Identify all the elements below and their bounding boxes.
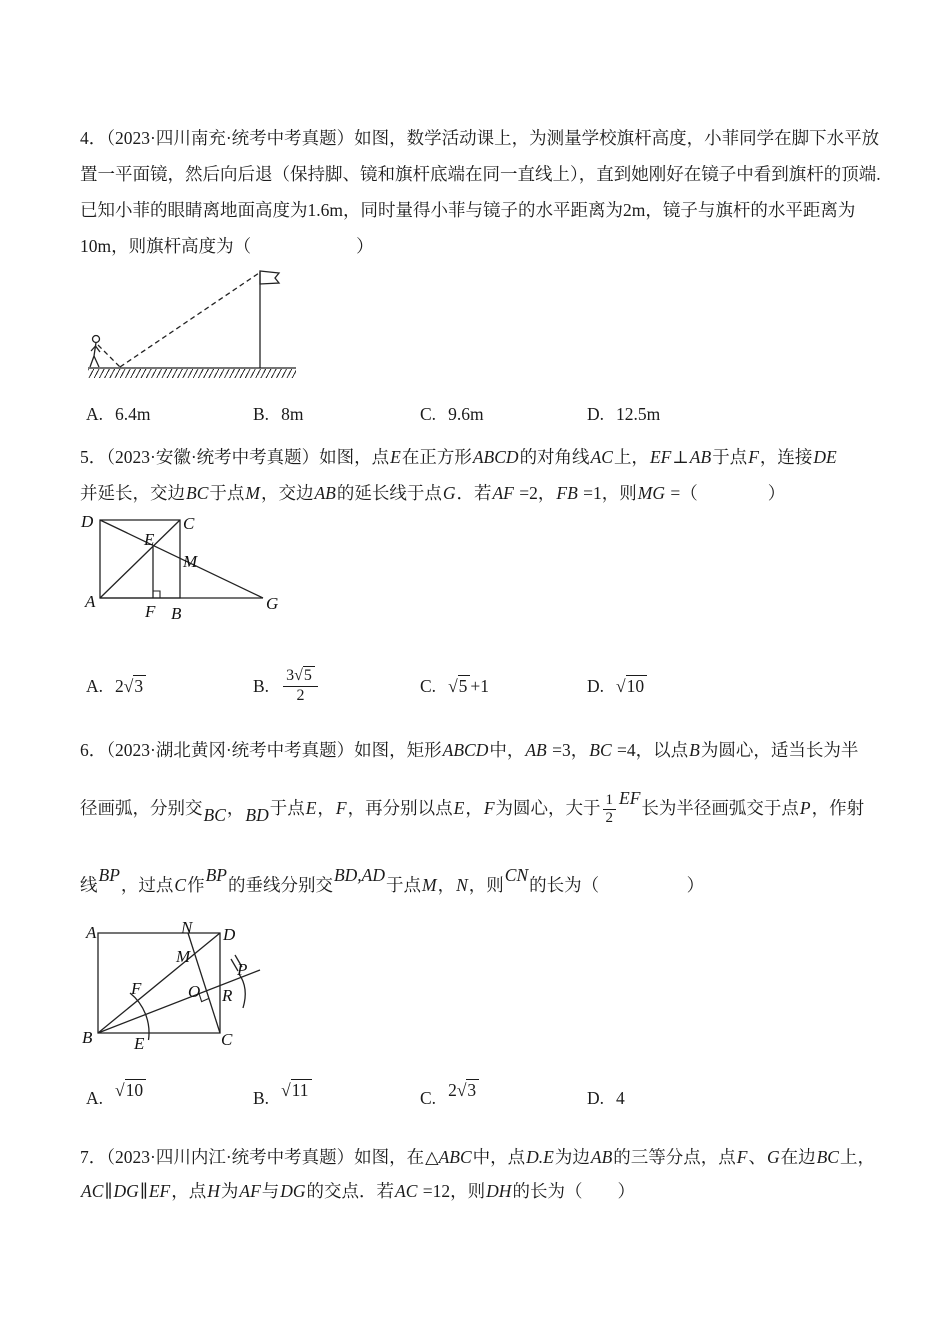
q6-option-b [253, 1076, 312, 1120]
q5-options [80, 656, 895, 716]
option-label: B. [253, 403, 270, 424]
q5-text-line-2: 并延长，交边BC于点M，交边AB的延长线于点G．若AF =2，FB =1，则MG =（ ） [80, 483, 786, 503]
ground-hatching [88, 369, 296, 378]
figure-point-label-F: F [131, 979, 142, 998]
stick-person [90, 336, 100, 368]
figure-point-label-M: M [183, 552, 198, 571]
option-label: B. [253, 1087, 270, 1108]
figure-point-label-D: D [81, 512, 94, 531]
figure-point-label-N: N [181, 918, 193, 937]
q4-figure-drawing [86, 264, 301, 382]
figure-point-label-D: D [223, 925, 236, 944]
q5-figure-square [82, 514, 292, 629]
q4-figure-mirror-flagpole [86, 264, 301, 382]
sight-lines [98, 273, 259, 367]
q5-option-c [420, 656, 489, 716]
q4-text-line-3: 已知小菲的眼睛离地面高度为1.6m，同时量得小菲与镜子的水平距离为2m，镜子与旗杆的水平距离为 [80, 200, 856, 220]
q4-options [80, 396, 895, 432]
option-value: 4 [616, 1087, 625, 1108]
figure-point-label-A: A [85, 592, 96, 611]
figure-point-label-R: R [222, 986, 233, 1005]
figure-point-label-G: G [266, 594, 279, 613]
q7-text-line-1: 7．（2023·四川内江·统考中考真题）如图，在△ABC中，点D.E为边AB的三等分点，点F、G在边BC上， [80, 1147, 875, 1167]
diagonal-AC [100, 520, 180, 598]
q5-option-d [587, 656, 647, 716]
q5-option-b [253, 656, 320, 716]
option-value: 12.5m [616, 403, 661, 424]
figure-point-label-O: O [188, 982, 201, 1001]
line-DG [100, 520, 263, 598]
figure-point-label-C: C [183, 514, 195, 533]
q4-text-line-2: 置一平面镜，然后向后退（保持脚、镜和旗杆底端在同一直线上），直到她刚好在镜子中看到旗杆的顶端. [80, 164, 881, 184]
figure-point-label-F: F [145, 602, 156, 621]
option-value: √10 [115, 1080, 146, 1101]
q6-text-line-1: 6．（2023·湖北黄冈·统考中考真题）如图，矩形ABCD中，AB =3，BC =4，以点B为圆心，适当长为半 [80, 740, 859, 760]
q4-text-line-1: 4．（2023·四川南充·统考中考真题）如图，数学活动课上，为测量学校旗杆高度，小菲同学在脚下水平放 [80, 128, 880, 148]
option-value: √11 [281, 1080, 311, 1101]
q4-option-d [587, 396, 660, 432]
q5-option-a [86, 656, 146, 716]
option-label: C. [420, 403, 437, 424]
figure-point-label-B: B [171, 604, 182, 623]
figure-point-label-E: E [144, 530, 155, 549]
q6-options [80, 1076, 895, 1120]
right-angle-mark-F [153, 591, 160, 598]
q5-text-line-1: 5．（2023·安徽·统考中考真题）如图，点E在正方形ABCD的对角线AC上，EF⊥AB于点F，连接DE [80, 447, 837, 467]
q4-option-c [420, 396, 484, 432]
q6-text-line-3: 线BP，过点C作BP的垂线分别交BD,AD于点M，N，则CN的长为（ ） [80, 865, 705, 895]
q6-figure-drawing [85, 920, 285, 1060]
figure-point-label-C: C [221, 1030, 233, 1049]
option-value: 2√3 [115, 676, 146, 697]
ray-BP [98, 970, 260, 1033]
option-value: 8m [281, 403, 304, 424]
option-value: 6.4m [115, 403, 151, 424]
figure-point-label-P: P [237, 960, 248, 979]
option-label: C. [420, 675, 437, 696]
option-label: C. [420, 1087, 437, 1108]
option-value: √10 [616, 676, 647, 697]
option-value: $\frac{3√5}{2}$ [281, 667, 320, 705]
option-value: √5 +1 [448, 675, 490, 696]
q6-option-c [420, 1076, 479, 1120]
option-label: A. [86, 1087, 104, 1108]
figure-point-label-E: E [134, 1034, 145, 1053]
q6-option-a [86, 1076, 146, 1120]
figure-point-label-A: A [86, 923, 97, 942]
q6-option-d [587, 1076, 625, 1120]
q6-figure-rectangle-construction [82, 918, 285, 1060]
option-label: D. [587, 403, 605, 424]
option-label: D. [587, 1087, 605, 1108]
figure-point-label-B: B [82, 1028, 93, 1047]
diagonal-BD [98, 933, 220, 1033]
figure-point-label-M: M [176, 947, 191, 966]
option-label: A. [86, 403, 104, 424]
option-label: A. [86, 675, 104, 696]
option-label: B. [253, 675, 270, 696]
q6-text-line-2: 径画弧，分别交BC，BD于点E，F，再分别以点E，F为圆心，大于 $\frac{1}{2}$ EF长为半径画弧交于点P，作射 [80, 788, 865, 827]
q7-text-line-2: AC∥DG∥EF，点H为AF与DG的交点．若AC =12，则DH的长为（ ） [81, 1181, 635, 1201]
q4-text-line-4: 10m，则旗杆高度为（ ） [80, 236, 374, 256]
option-label: D. [587, 675, 605, 696]
option-value: 2√3 [448, 1080, 479, 1101]
option-value: 9.6m [448, 403, 484, 424]
flag-icon [260, 271, 279, 284]
q4-option-b [253, 396, 303, 432]
q4-option-a [86, 396, 151, 432]
flagpole [260, 271, 279, 368]
